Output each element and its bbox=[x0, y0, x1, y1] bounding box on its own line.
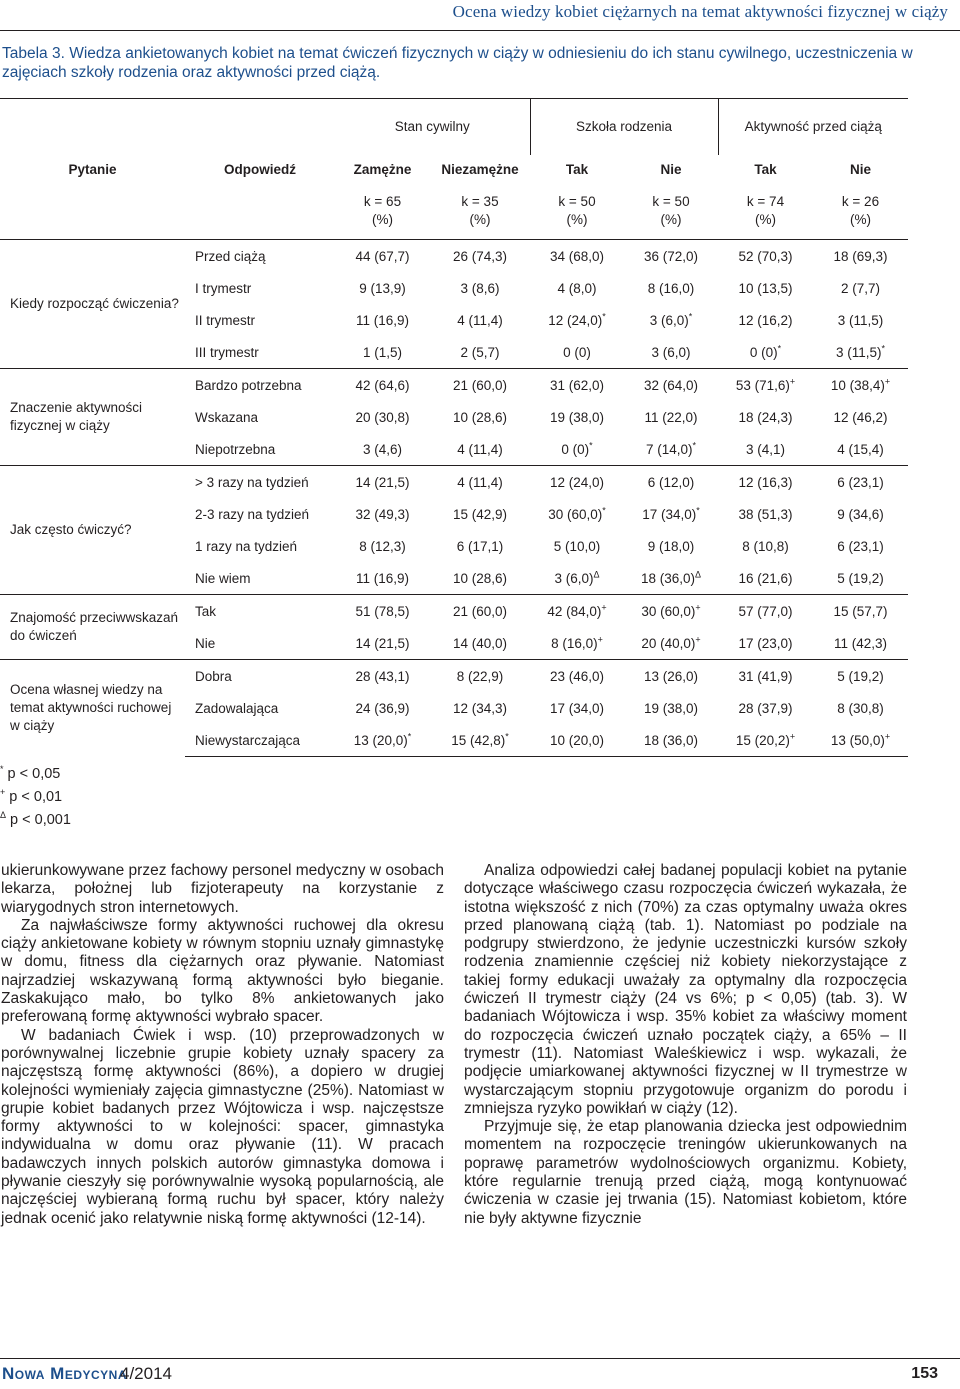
k-cell bbox=[430, 183, 530, 240]
subheader-cell: Tak bbox=[754, 161, 777, 177]
value-cell bbox=[813, 562, 908, 595]
value-cell bbox=[430, 466, 530, 499]
value-cell bbox=[624, 401, 718, 433]
value-text: 26 (74,3) bbox=[452, 248, 508, 264]
value-cell bbox=[430, 401, 530, 433]
group-header-aktywnosc: Aktywność przed ciążą bbox=[718, 99, 908, 156]
value-cell bbox=[530, 595, 624, 628]
value-text: 32 (49,3) bbox=[355, 506, 410, 522]
value-cell bbox=[718, 401, 813, 433]
value-text: 52 (70,3) bbox=[738, 248, 793, 264]
value-cell bbox=[624, 530, 718, 562]
value-text: 6 (23,1) bbox=[837, 474, 884, 490]
value-cell bbox=[813, 240, 908, 273]
value-cell bbox=[530, 401, 624, 433]
k-cell bbox=[335, 183, 430, 240]
value-text: 18 (69,3) bbox=[833, 248, 888, 264]
value-text: 12 (16,3) bbox=[738, 474, 793, 490]
table-row bbox=[0, 240, 908, 273]
value-cell bbox=[624, 336, 718, 369]
value-cell bbox=[430, 530, 530, 562]
value-cell bbox=[718, 433, 813, 466]
significance-mark: * bbox=[881, 343, 886, 353]
value-text: 12 (46,2) bbox=[833, 409, 888, 425]
value-cell bbox=[430, 369, 530, 402]
legend-text: p < 0,001 bbox=[10, 811, 71, 828]
k-cell bbox=[530, 183, 624, 240]
value-text: 34 (68,0) bbox=[549, 248, 605, 264]
value-cell bbox=[718, 272, 813, 304]
value-cell bbox=[335, 724, 430, 757]
significance-mark: + bbox=[601, 602, 607, 612]
value-text: 12 (24,0) bbox=[548, 312, 603, 328]
pct-label: (%) bbox=[755, 212, 776, 227]
pct-label: (%) bbox=[566, 212, 588, 227]
value-text: 1 (1,5) bbox=[362, 344, 403, 360]
value-text: 8 (12,3) bbox=[359, 538, 406, 554]
significance-mark: + bbox=[884, 731, 891, 741]
k-value: k = 35 bbox=[461, 194, 499, 209]
value-cell bbox=[624, 369, 718, 402]
value-cell bbox=[430, 627, 530, 660]
pct-label: (%) bbox=[850, 212, 871, 227]
value-text: 3 (4,1) bbox=[745, 441, 786, 457]
results-table bbox=[0, 98, 908, 757]
value-cell bbox=[335, 466, 430, 499]
subheader-cell: Niezamężne bbox=[441, 161, 519, 177]
answer-cell: > 3 razy na tydzień bbox=[185, 466, 335, 499]
value-text: 11 (22,0) bbox=[644, 409, 698, 425]
value-cell bbox=[335, 530, 430, 562]
value-cell bbox=[335, 595, 430, 628]
value-text: 57 (77,0) bbox=[738, 603, 793, 619]
value-text: 10 (28,6) bbox=[452, 570, 508, 586]
value-cell bbox=[530, 562, 624, 595]
significance-legend bbox=[0, 760, 71, 828]
value-cell bbox=[813, 401, 908, 433]
value-cell bbox=[624, 240, 718, 273]
value-cell bbox=[718, 498, 813, 530]
value-text: 9 (13,9) bbox=[359, 280, 406, 296]
value-cell bbox=[813, 304, 908, 336]
k-cell bbox=[624, 183, 718, 240]
value-cell bbox=[813, 498, 908, 530]
pct-label: (%) bbox=[469, 212, 491, 227]
value-cell bbox=[430, 595, 530, 628]
value-cell bbox=[624, 595, 718, 628]
group-header-szkola-rodzenia: Szkoła rodzenia bbox=[530, 99, 718, 156]
value-cell bbox=[430, 692, 530, 724]
question-cell: Kiedy rozpocząć ćwiczenia? bbox=[0, 240, 185, 369]
journal-issue: 4/2014 bbox=[120, 1364, 172, 1383]
value-text: 4 (15,4) bbox=[837, 441, 884, 457]
significance-mark: * bbox=[407, 731, 412, 741]
table-row bbox=[0, 595, 908, 628]
subheader-cell: Nie bbox=[849, 161, 871, 177]
value-cell bbox=[335, 336, 430, 369]
answer-cell: Niepotrzebna bbox=[195, 441, 276, 457]
body-column-right bbox=[464, 862, 907, 1228]
value-text: 18 (36,0) bbox=[643, 732, 699, 748]
value-cell bbox=[813, 272, 908, 304]
value-text: 8 (10,8) bbox=[742, 538, 789, 554]
value-text: 3 (6,0) bbox=[649, 312, 689, 328]
value-text: 51 (78,5) bbox=[355, 603, 410, 619]
value-text: 36 (72,0) bbox=[643, 248, 699, 264]
significance-mark: * bbox=[505, 731, 509, 741]
value-cell bbox=[335, 660, 430, 693]
significance-mark: + bbox=[789, 731, 796, 741]
table-row bbox=[0, 369, 908, 402]
significance-mark: + bbox=[884, 376, 891, 386]
k-cell bbox=[718, 183, 813, 240]
value-text: 0 (0) bbox=[749, 344, 778, 360]
value-cell bbox=[335, 401, 430, 433]
value-text: 3 (11,5) bbox=[837, 312, 884, 328]
value-text: 21 (60,0) bbox=[452, 603, 508, 619]
table-caption: Tabela 3. Wiedza ankietowanych kobiet na temat ćwiczeń fizycznych w ciąży w odniesieniu do ich stanu cywilnego, uczestniczenia w zajęciach szkoły rodzenia oraz aktywności przed ciążą. bbox=[2, 45, 913, 81]
value-cell bbox=[718, 530, 813, 562]
subheader-row bbox=[0, 155, 908, 183]
value-cell bbox=[530, 627, 624, 660]
value-cell bbox=[718, 627, 813, 660]
group-header-row bbox=[0, 99, 908, 156]
answer-cell: Przed ciążą bbox=[185, 240, 335, 273]
answer-cell: 1 razy na tydzień bbox=[195, 538, 298, 554]
answer-cell: Tak bbox=[185, 595, 335, 628]
value-text: 8 (16,0) bbox=[647, 280, 695, 296]
value-text: 28 (43,1) bbox=[355, 668, 410, 684]
value-text: 10 (20,0) bbox=[549, 732, 605, 748]
value-text: 18 (24,3) bbox=[738, 409, 793, 425]
answer-cell: Zadowalająca bbox=[195, 700, 279, 716]
value-text: 3 (6,0) bbox=[651, 344, 691, 360]
value-cell bbox=[718, 336, 813, 369]
value-text: 6 (12,0) bbox=[647, 474, 695, 490]
pct-label: (%) bbox=[372, 212, 393, 227]
header-rule bbox=[0, 30, 960, 31]
significance-mark: Δ bbox=[695, 569, 702, 579]
value-cell bbox=[624, 466, 718, 499]
value-text: 4 (11,4) bbox=[457, 312, 503, 328]
k-value: k = 65 bbox=[363, 194, 402, 209]
legend-mark: + bbox=[0, 786, 6, 797]
value-text: 4 (8,0) bbox=[557, 280, 597, 296]
value-cell bbox=[530, 466, 624, 499]
significance-mark: * bbox=[589, 440, 593, 450]
value-text: 12 (24,0) bbox=[549, 474, 605, 490]
significance-mark: + bbox=[789, 376, 796, 386]
value-text: 4 (11,4) bbox=[457, 474, 503, 490]
k-row bbox=[0, 183, 908, 240]
value-cell bbox=[624, 562, 718, 595]
value-cell bbox=[430, 433, 530, 466]
value-text: 5 (10,0) bbox=[553, 538, 601, 554]
value-cell bbox=[530, 304, 624, 336]
value-text: 11 (16,9) bbox=[355, 570, 410, 586]
value-text: 18 (36,0) bbox=[640, 570, 696, 586]
value-cell bbox=[813, 660, 908, 693]
value-text: 8 (16,0) bbox=[551, 635, 598, 651]
value-cell bbox=[530, 369, 624, 402]
value-cell bbox=[718, 724, 813, 757]
value-cell bbox=[718, 466, 813, 499]
answer-cell: Dobra bbox=[185, 660, 335, 693]
pct-label: (%) bbox=[660, 212, 682, 227]
value-text: 17 (23,0) bbox=[738, 635, 793, 651]
value-cell bbox=[335, 433, 430, 466]
value-text: 20 (40,0) bbox=[641, 635, 696, 651]
significance-mark: * bbox=[696, 505, 700, 515]
value-cell bbox=[430, 272, 530, 304]
value-cell bbox=[813, 336, 908, 369]
value-text: 13 (50,0) bbox=[830, 732, 885, 748]
value-text: 3 (6,0) bbox=[554, 570, 594, 586]
value-cell bbox=[335, 272, 430, 304]
value-text: 3 (11,5) bbox=[835, 344, 882, 360]
value-cell bbox=[335, 562, 430, 595]
answer-cell: Nie wiem bbox=[195, 570, 251, 586]
value-cell bbox=[530, 692, 624, 724]
value-cell bbox=[430, 724, 530, 757]
value-cell bbox=[530, 336, 624, 369]
value-text: 21 (60,0) bbox=[452, 377, 508, 393]
legend-text: p < 0,05 bbox=[7, 765, 61, 782]
answer-cell: I trymestr bbox=[195, 280, 252, 296]
value-text: 31 (41,9) bbox=[738, 668, 793, 684]
body-paragraph: Za najwłaściwsze formy aktywności ruchowej dla okresu ciąży ankietowane kobiety w równym stopniu uznały gimnastykę w domu, fitness dla ciężarnych oraz pływanie. Natomiast najrzadziej wskazywaną formą aktywności było bieganie. Zaskakująco mało, bo tylko 8% ankietowanych jako preferowaną formę aktywności wybrało spacer. bbox=[1, 916, 444, 1026]
value-text: 4 (11,4) bbox=[457, 441, 503, 457]
value-text: 0 (0) bbox=[563, 344, 591, 360]
value-text: 11 (42,3) bbox=[833, 635, 888, 651]
value-text: 32 (64,0) bbox=[643, 377, 699, 393]
page-footer bbox=[0, 1358, 960, 1388]
table-row bbox=[0, 660, 908, 693]
value-cell bbox=[335, 627, 430, 660]
value-cell bbox=[430, 660, 530, 693]
answer-cell: III trymestr bbox=[195, 344, 259, 360]
value-cell bbox=[624, 724, 718, 757]
value-cell bbox=[718, 692, 813, 724]
value-cell bbox=[718, 595, 813, 628]
value-cell bbox=[530, 240, 624, 273]
value-cell bbox=[530, 433, 624, 466]
value-text: 10 (13,5) bbox=[738, 280, 793, 296]
answer-cell: Bardzo potrzebna bbox=[185, 369, 335, 402]
value-cell bbox=[813, 433, 908, 466]
value-text: 13 (20,0) bbox=[353, 732, 408, 748]
body-paragraph: W badaniach Ćwiek i wsp. (10) przeprowadzonych w porównywalnej liczebnie grupie kobiety uznały spacery za najczęstszą formę aktywności (86%), a dopiero w drugiej kolejności wymieniały zajęcia gimnastyczne (25%). Natomiast w grupie kobiet badanych przez Wójtowicza i wsp. najczęstsze formy aktywności to w kolejności: spacer, gimnastyka indywidualna w domu oraz pływanie (11). W pracach badawczych innych polskich autorów gimnastyka domowa i pływanie cieszyły się porównywalnie wysoką popularnością, ale najczęściej wybieraną formą ruchu był spacer, który należy jednak ocenić jako relatywnie niską formę aktywności (12-14). bbox=[1, 1026, 444, 1227]
value-cell bbox=[430, 304, 530, 336]
body-paragraph: Przyjmuje się, że etap planowania dziecka jest odpowiednim momentem na rozpoczęcie treningów ukierunkowanych na poprawę parametrów wydolnościowych organizmu. Kobiety, które regularnie trenują przed ciążą, mogą kontynuować ćwiczenia w czasie jej trwania (15). Natomiast kobietom, które nie były aktywne fizycznie bbox=[464, 1118, 907, 1227]
value-text: 38 (51,3) bbox=[738, 506, 793, 522]
value-cell bbox=[813, 466, 908, 499]
value-text: 14 (21,5) bbox=[355, 474, 410, 490]
value-cell bbox=[813, 692, 908, 724]
value-cell bbox=[335, 304, 430, 336]
value-text: 28 (37,9) bbox=[738, 700, 793, 716]
body-paragraph: ukierunkowywane przez fachowy personel medyczny w osobach lekarza, położnej lub fizjoterapeuty na korzystanie z wiarygodnych stron internetowych. bbox=[1, 862, 444, 916]
value-cell bbox=[335, 498, 430, 530]
answer-cell: Niewystarczająca bbox=[185, 724, 335, 757]
value-cell bbox=[718, 369, 813, 402]
answer-cell: Wskazana bbox=[195, 409, 259, 425]
value-text: 5 (19,2) bbox=[837, 570, 884, 586]
value-text: 17 (34,0) bbox=[642, 506, 697, 522]
value-cell bbox=[530, 498, 624, 530]
subheader-cell: Nie bbox=[660, 161, 682, 177]
legend-item bbox=[0, 760, 71, 783]
significance-mark: * bbox=[602, 311, 606, 321]
table-row bbox=[0, 466, 908, 499]
value-text: 16 (21,6) bbox=[738, 570, 793, 586]
value-text: 13 (26,0) bbox=[643, 668, 699, 684]
value-text: 12 (34,3) bbox=[452, 700, 508, 716]
value-cell bbox=[530, 660, 624, 693]
value-cell bbox=[718, 562, 813, 595]
value-text: 23 (46,0) bbox=[549, 668, 605, 684]
value-cell bbox=[430, 336, 530, 369]
question-cell: Ocena własnej wiedzy na temat aktywności ruchowej w ciąży bbox=[0, 660, 185, 757]
significance-mark: + bbox=[695, 602, 701, 612]
header-odpowiedz: Odpowiedź bbox=[224, 161, 296, 177]
k-value: k = 50 bbox=[558, 194, 596, 209]
page-number: 153 bbox=[911, 1365, 938, 1382]
value-text: 12 (16,2) bbox=[738, 312, 793, 328]
value-text: 5 (19,2) bbox=[837, 668, 884, 684]
value-text: 19 (38,0) bbox=[549, 409, 605, 425]
value-text: 42 (64,6) bbox=[355, 377, 410, 393]
value-cell bbox=[530, 724, 624, 757]
value-cell bbox=[624, 498, 718, 530]
value-text: 7 (14,0) bbox=[645, 441, 693, 457]
value-text: 24 (36,9) bbox=[355, 700, 410, 716]
answer-cell: 2-3 razy na tydzień bbox=[195, 506, 310, 522]
k-value: k = 74 bbox=[746, 194, 785, 209]
significance-mark: * bbox=[777, 343, 782, 353]
legend-mark: Δ bbox=[0, 809, 7, 820]
value-cell bbox=[624, 692, 718, 724]
answer-cell: Nie bbox=[195, 635, 216, 651]
significance-mark: * bbox=[688, 311, 693, 321]
footer-rule bbox=[0, 1358, 960, 1359]
value-cell bbox=[718, 240, 813, 273]
value-text: 15 (57,7) bbox=[833, 603, 888, 619]
body-column-left bbox=[1, 862, 444, 1228]
value-text: 14 (40,0) bbox=[452, 635, 508, 651]
significance-mark: + bbox=[597, 634, 603, 644]
value-cell bbox=[430, 562, 530, 595]
header-pytanie: Pytanie bbox=[68, 161, 117, 177]
group-header-stan-cywilny: Stan cywilny bbox=[335, 99, 530, 156]
question-cell: Znaczenie aktywności fizycznej w ciąży bbox=[0, 369, 185, 466]
value-cell bbox=[813, 530, 908, 562]
value-text: 15 (20,2) bbox=[735, 732, 790, 748]
value-text: 8 (30,8) bbox=[837, 700, 884, 716]
value-cell bbox=[624, 433, 718, 466]
value-text: 30 (60,0) bbox=[641, 603, 696, 619]
value-text: 8 (22,9) bbox=[456, 668, 504, 684]
k-value: k = 26 bbox=[841, 194, 880, 209]
value-text: 3 (4,6) bbox=[362, 441, 403, 457]
value-text: 10 (38,4) bbox=[830, 377, 885, 393]
value-text: 0 (0) bbox=[561, 441, 590, 457]
value-cell bbox=[335, 240, 430, 273]
value-text: 17 (34,0) bbox=[549, 700, 605, 716]
value-cell bbox=[813, 724, 908, 757]
legend-mark: * bbox=[0, 764, 4, 774]
value-cell bbox=[813, 627, 908, 660]
value-cell bbox=[624, 304, 718, 336]
value-cell bbox=[530, 530, 624, 562]
legend-item bbox=[0, 783, 71, 806]
subheader-cell: Tak bbox=[565, 161, 589, 177]
value-text: 6 (17,1) bbox=[456, 538, 504, 554]
value-text: 15 (42,8) bbox=[451, 732, 506, 748]
value-cell bbox=[813, 369, 908, 402]
legend-item bbox=[0, 806, 71, 829]
answer-cell: II trymestr bbox=[195, 312, 255, 328]
value-text: 44 (67,7) bbox=[355, 248, 410, 264]
running-header-title: Ocena wiedzy kobiet ciężarnych na temat aktywności fizycznej w ciąży bbox=[452, 2, 948, 21]
legend-text: p < 0,01 bbox=[9, 788, 63, 805]
value-cell bbox=[624, 272, 718, 304]
value-text: 9 (18,0) bbox=[647, 538, 695, 554]
value-cell bbox=[624, 660, 718, 693]
significance-mark: * bbox=[602, 505, 606, 515]
value-text: 2 (7,7) bbox=[840, 280, 881, 296]
value-text: 6 (23,1) bbox=[837, 538, 884, 554]
significance-mark: * bbox=[692, 440, 697, 450]
value-text: 31 (62,0) bbox=[549, 377, 605, 393]
value-text: 30 (60,0) bbox=[548, 506, 603, 522]
value-text: 2 (5,7) bbox=[460, 344, 500, 360]
value-cell bbox=[430, 498, 530, 530]
value-text: 14 (21,5) bbox=[355, 635, 410, 651]
significance-mark: + bbox=[695, 634, 701, 644]
value-cell bbox=[530, 272, 624, 304]
value-text: 11 (16,9) bbox=[355, 312, 410, 328]
value-cell bbox=[335, 369, 430, 402]
body-paragraph: Analiza odpowiedzi całej badanej populacji kobiet na pytanie dotyczące właściwego czasu rozpoczęcia ćwiczeń wykazała, że istotna większość z nich (70%) za czas optymalny uważa okres przed planowaną ciążą (tab. 1). Natomiast po podziale na podgrupy stwierdzono, że jedynie uczestniczki kursów szkoły rodzenia znamiennie częściej niż kobiety niekorzystające z takiej formy edukacji uważały za optymalny dla rozpoczęcia ćwiczeń II trymestr ciąży (24 vs 6%; p < 0,05) (tab. 3). W badaniach Wójtowicza i wsp. 35% kobiet za właściwy moment do rozpoczęcia ćwiczeń uznało początek ciąży, a 65% – II trymestr (11). Natomiast Waleśkiewicz i wsp. wykazali, że podjęcie umiarkowanej aktywności fizycznej w II trymestrze w wystarczającym stopniu przygotowuje organizm do porodu i zmniejsza ryzyko powikłań w ciąży (12). bbox=[464, 862, 907, 1117]
value-text: 3 (8,6) bbox=[460, 280, 500, 296]
value-cell bbox=[335, 692, 430, 724]
value-text: 15 (42,9) bbox=[452, 506, 508, 522]
significance-mark: Δ bbox=[593, 569, 600, 579]
value-cell bbox=[624, 627, 718, 660]
value-text: 19 (38,0) bbox=[643, 700, 699, 716]
journal-name: Nowa Medycyna bbox=[2, 1364, 128, 1383]
value-text: 10 (28,6) bbox=[452, 409, 508, 425]
k-value: k = 50 bbox=[652, 194, 690, 209]
question-cell: Znajomość przeciwwskazań do ćwiczeń bbox=[0, 595, 185, 660]
value-text: 20 (30,8) bbox=[355, 409, 410, 425]
question-cell: Jak często ćwiczyć? bbox=[0, 466, 185, 595]
k-cell bbox=[813, 183, 908, 240]
value-cell bbox=[813, 595, 908, 628]
value-text: 9 (34,6) bbox=[837, 506, 884, 522]
value-text: 42 (84,0) bbox=[547, 603, 602, 619]
value-cell bbox=[718, 660, 813, 693]
value-text: 53 (71,6) bbox=[735, 377, 790, 393]
value-cell bbox=[718, 304, 813, 336]
value-cell bbox=[430, 240, 530, 273]
subheader-cell: Zamężne bbox=[353, 161, 412, 177]
